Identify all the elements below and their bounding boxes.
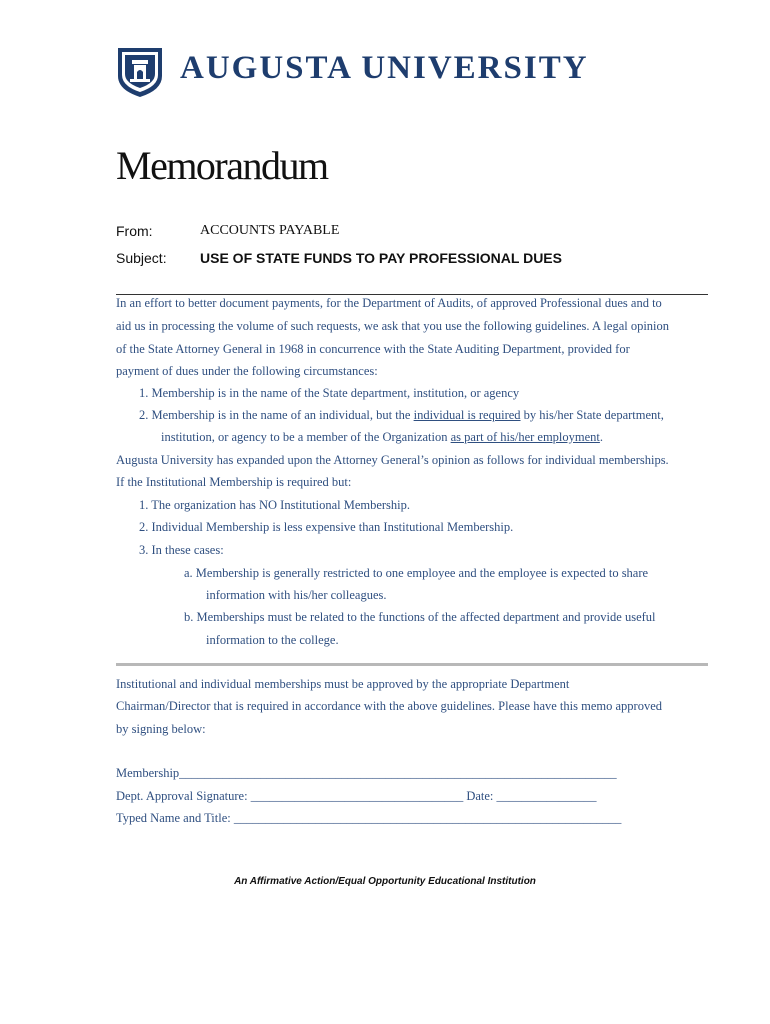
expansion-line: Augusta University has expanded upon the Attorney General’s opinion as follows for individual memberships. — [116, 453, 669, 467]
sub-condition-item: b. Memberships must be related to the functions of the affected department and provide useful — [184, 610, 656, 624]
circumstance-text: 2. Membership is in the name of an individual, but the — [139, 408, 414, 422]
footer-statement: An Affirmative Action/Equal Opportunity Educational Institution — [234, 876, 536, 887]
circumstance-text: . — [599, 430, 604, 444]
intro-line: In an effort to better document payments, for the Department of Audits, of approved Professional dues and to — [116, 296, 662, 310]
sub-condition-continuation: information with his/her colleagues. — [206, 588, 387, 602]
expansion-line: If the Institutional Membership is required but: — [116, 475, 352, 489]
circumstance-text: institution, or agency to be a member of the Organization — [161, 430, 451, 444]
condition-item: 1. The organization has NO Institutional Membership. — [139, 498, 411, 512]
intro-line: aid us in processing the volume of such requests, we ask that you use the following guidelines. A legal opinion — [116, 319, 670, 333]
subject-label: Subject: — [116, 250, 167, 266]
underlined-phrase: as part of his/her employment — [450, 430, 600, 444]
approval-line: by signing below: — [116, 722, 206, 736]
logo-wordmark: AUGUSTA UNIVERSITY — [180, 50, 589, 86]
sub-condition-item: a. Membership is generally restricted to one employee and the employee is expected to share — [184, 566, 649, 580]
condition-item: 2. Individual Membership is less expensive than Institutional Membership. — [139, 520, 514, 534]
membership-field[interactable]: Membership______________________________________________________________________ — [116, 766, 617, 780]
sub-condition-continuation: information to the college. — [206, 633, 339, 647]
circumstance-continuation — [161, 430, 603, 445]
approval-line: Institutional and individual memberships must be approved by the appropriate Department — [116, 677, 570, 691]
condition-item: 3. In these cases: — [139, 543, 224, 557]
circumstance-item — [139, 408, 664, 423]
from-label: From: — [116, 223, 153, 239]
typed-name-title-field[interactable]: Typed Name and Title: ______________________________________________________________ — [116, 811, 622, 825]
approval-line: Chairman/Director that is required in accordance with the above guidelines. Please have this memo approved — [116, 699, 662, 713]
augusta-university-shield-icon — [116, 46, 164, 98]
subject-value: USE OF STATE FUNDS TO PAY PROFESSIONAL DUES — [200, 250, 562, 266]
intro-line: payment of dues under the following circumstances: — [116, 364, 378, 378]
university-logo — [116, 46, 606, 98]
intro-line: of the State Attorney General in 1968 in concurrence with the State Auditing Department, provided for — [116, 342, 630, 356]
underlined-phrase: individual is required — [413, 408, 521, 422]
circumstance-text: by his/her State department, — [520, 408, 664, 422]
section-divider — [116, 663, 708, 666]
from-value: ACCOUNTS PAYABLE — [200, 223, 340, 238]
header-divider — [116, 294, 708, 295]
circumstance-item: 1. Membership is in the name of the State department, institution, or agency — [139, 386, 520, 400]
signature-date-field[interactable]: Dept. Approval Signature: __________________________________ Date: ________________ — [116, 789, 597, 803]
memo-title: Memorandum — [116, 143, 328, 188]
